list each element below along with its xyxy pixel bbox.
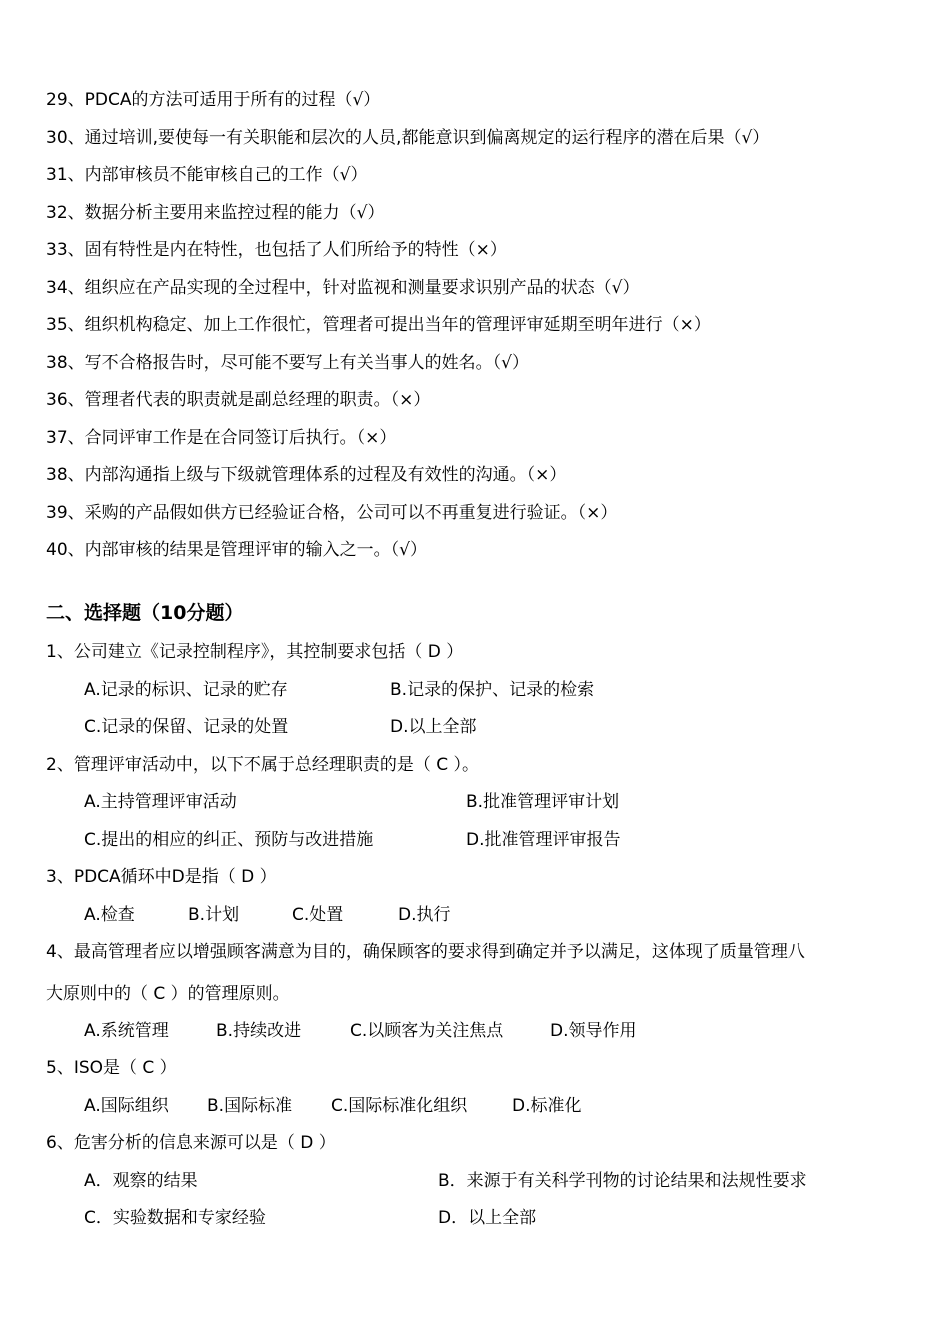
question-6-stem: 6、危害分析的信息来源可以是（ D ） <box>46 1133 336 1153</box>
question-4-option-d: D.领导作用 <box>550 1021 637 1041</box>
question-1-option-c: C.记录的保留、记录的处置 <box>84 717 289 737</box>
question-2-option-b: B.批准管理评审计划 <box>466 792 620 812</box>
question-5-option-a: A.国际组织 <box>84 1096 169 1116</box>
question-5-option-b: B.国际标准 <box>207 1096 293 1116</box>
tf-item-35: 35、组织机构稳定、加上工作很忙，管理者可提出当年的管理评审延期至明年进行（×） <box>46 315 711 335</box>
question-1-option-b: B.记录的保护、记录的检索 <box>390 680 595 700</box>
tf-item-31: 31、内部审核员不能审核自己的工作（√） <box>46 165 368 185</box>
question-1-option-d: D.以上全部 <box>390 717 477 737</box>
question-5-stem: 5、ISO是（ C ） <box>46 1058 177 1078</box>
question-4-stem-line2: 大原则中的（ C ）的管理原则。 <box>46 984 290 1004</box>
question-2-option-a: A.主持管理评审活动 <box>84 792 237 812</box>
tf-item-38a: 38、写不合格报告时，尽可能不要写上有关当事人的姓名。（√） <box>46 353 529 373</box>
question-2-stem: 2、管理评审活动中，以下不属于总经理职责的是（ C ）。 <box>46 755 479 775</box>
question-4-stem-line1: 4、最高管理者应以增强顾客满意为目的，确保顾客的要求得到确定并予以满足，这体现了质量管理八 <box>46 942 805 962</box>
section-heading: 二、选择题（10分题） <box>46 602 244 624</box>
tf-item-33: 33、固有特性是内在特性，也包括了人们所给予的特性（×） <box>46 240 507 260</box>
tf-item-36: 36、管理者代表的职责就是副总经理的职责。（×） <box>46 390 431 410</box>
question-6-option-b: B．来源于有关科学刊物的讨论结果和法规性要求 <box>438 1171 807 1191</box>
question-3-option-a: A.检查 <box>84 905 135 925</box>
question-1-stem: 1、公司建立《记录控制程序》，其控制要求包括（ D ） <box>46 642 464 662</box>
question-1-option-a: A.记录的标识、记录的贮存 <box>84 680 288 700</box>
question-3-option-d: D.执行 <box>398 905 451 925</box>
question-4-option-b: B.持续改进 <box>216 1021 302 1041</box>
question-4-option-a: A.系统管理 <box>84 1021 169 1041</box>
question-3-stem: 3、PDCA循环中D是指（ D ） <box>46 867 277 887</box>
tf-item-37: 37、合同评审工作是在合同签订后执行。（×） <box>46 428 397 448</box>
question-3-option-c: C.处置 <box>292 905 344 925</box>
question-4-option-c: C.以顾客为关注焦点 <box>350 1021 504 1041</box>
tf-item-32: 32、数据分析主要用来监控过程的能力（√） <box>46 203 385 223</box>
tf-item-39: 39、采购的产品假如供方已经验证合格，公司可以不再重复进行验证。（×） <box>46 503 618 523</box>
tf-item-34: 34、组织应在产品实现的全过程中，针对监视和测量要求识别产品的状态（√） <box>46 278 640 298</box>
tf-item-29: 29、PDCA的方法可适用于所有的过程（√） <box>46 90 381 110</box>
question-6-option-a: A．观察的结果 <box>84 1171 198 1191</box>
tf-item-30: 30、通过培训,要使每一有关职能和层次的人员,都能意识到偏离规定的运行程序的潜在后果（√） <box>46 128 770 148</box>
question-6-option-d: D．以上全部 <box>438 1208 537 1228</box>
question-5-option-d: D.标准化 <box>512 1096 582 1116</box>
question-6-option-c: C．实验数据和专家经验 <box>84 1208 266 1228</box>
question-2-option-d: D.批准管理评审报告 <box>466 830 621 850</box>
question-2-option-c: C.提出的相应的纠正、预防与改进措施 <box>84 830 374 850</box>
tf-item-38b: 38、内部沟通指上级与下级就管理体系的过程及有效性的沟通。（×） <box>46 465 567 485</box>
question-5-option-c: C.国际标准化组织 <box>331 1096 468 1116</box>
question-3-option-b: B.计划 <box>188 905 240 925</box>
tf-item-40: 40、内部审核的结果是管理评审的输入之一。（√） <box>46 540 427 560</box>
